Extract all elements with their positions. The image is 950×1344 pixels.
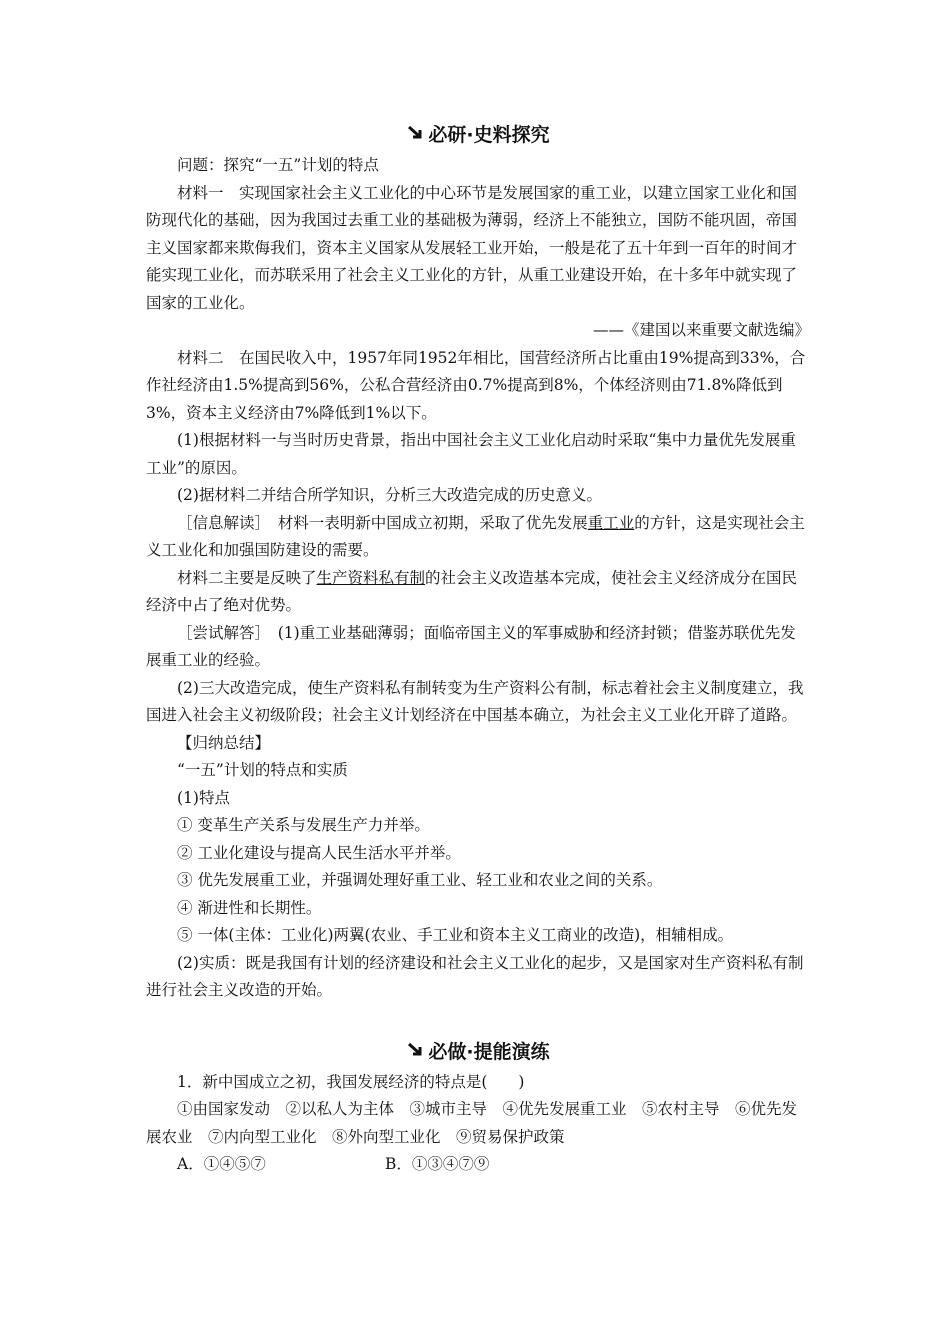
section-title: 必研·史料探究 bbox=[428, 124, 550, 146]
info-text-b: 的方针，这是实现社会主义工业化和加强国防建设的需要。 bbox=[146, 513, 805, 559]
summary-subtitle: “一五”计划的特点和实质 bbox=[177, 761, 348, 779]
answer-one: ［尝试解答］ (1)重工业基础薄弱；面临帝国主义的军事威胁和经济封锁；借鉴苏联优先发展重工业的经验。 bbox=[146, 623, 796, 669]
option-b[interactable]: B．①③④⑦⑨ bbox=[385, 1155, 490, 1173]
section-heading-practice bbox=[146, 1035, 810, 1069]
option-a[interactable]: A．①④⑤⑦ bbox=[177, 1155, 266, 1173]
answer-two: (2)三大改造完成，使生产资料私有制转变为生产资料公有制，标志着社会主义制度建立，我国进入社会主义初级阶段；社会主义计划经济在中国基本确立，为社会主义工业化开辟了道路。 bbox=[146, 678, 804, 724]
info-interpretation bbox=[146, 510, 810, 565]
exercise-question-1: 1．新中国成立之初，我国发展经济的特点是( ) bbox=[177, 1072, 525, 1091]
sub-question-1: (1)根据材料一与当时历史背景，指出中国社会主义工业化启动时采取“集中力量优先发展重工业”的原因。 bbox=[146, 431, 796, 477]
material-one: 材料一 实现国家社会主义工业化的中心环节是发展国家的重工业，以建立国家工业化和国防现代化的基础，因为我国过去重工业的基础极为薄弱，经济上不能独立，国防不能巩固，帝国主义国家都来欺侮我们，资本主义国家从发展轻工业开始，一般是花了五十年到一百年的时间才能实现工业化，而苏联采用了社会主义工业化的方针，从重工业建设开始，在十多年中就实现了国家的工业化。 bbox=[146, 183, 798, 312]
feature-item: ① 变革生产关系与发展生产力并举。 bbox=[177, 816, 430, 834]
section-title: 必做·提能演练 bbox=[428, 1040, 550, 1063]
analysis-text-a: 材料二主要是反映了 bbox=[177, 568, 317, 587]
exercise-options bbox=[146, 1151, 810, 1179]
material-two-analysis bbox=[146, 565, 810, 620]
feature-item: ② 工业化建设与提高人民生活水平并举。 bbox=[177, 843, 461, 862]
arrow-down-right-icon bbox=[406, 1035, 424, 1069]
material-source: ——《建国以来重要文献选编》 bbox=[592, 321, 810, 339]
sub-question-2: (2)据材料二并结合所学知识，分析三大改造完成的历史意义。 bbox=[177, 486, 602, 504]
feature-item: ③ 优先发展重工业，并强调处理好重工业、轻工业和农业之间的关系。 bbox=[177, 871, 663, 889]
features-label: (1)特点 bbox=[177, 788, 230, 807]
feature-item: ⑤ 一体(主体：工业化)两翼(农业、手工业和资本主义工商业的改造)，相辅相成。 bbox=[177, 926, 734, 944]
analysis-underline: 生产资料私有制 bbox=[316, 568, 426, 587]
analysis-text-b: 的社会主义改造基本完成，使社会主义经济成分在国民经济中占了绝对优势。 bbox=[146, 568, 798, 614]
material-two: 材料二 在国民收入中，1957年同1952年相比，国营经济所占比重由19%提高到33%，合作社经济由1.5%提高到56%，公私合营经济由0.7%提高到8%，个体经济则由71.8%降低到3%，资本主义经济由7%降低到1%以下。 bbox=[146, 348, 806, 422]
essence-text: (2)实质：既是我国有计划的经济建设和社会主义工业化的起步，又是国家对生产资料私有制进行社会主义改造的开始。 bbox=[146, 953, 804, 999]
arrow-down-right-icon bbox=[406, 118, 424, 152]
feature-item: ④ 渐进性和长期性。 bbox=[177, 898, 322, 917]
document-content bbox=[146, 118, 810, 1179]
info-underline: 重工业 bbox=[587, 513, 635, 532]
info-text-a: ［信息解读］ 材料一表明新中国成立初期，采取了优先发展 bbox=[177, 513, 588, 532]
exercise-items: ①由国家发动 ②以私人为主体 ③城市主导 ④优先发展重工业 ⑤农村主导 ⑥优先发展农业 ⑦内向型工业化 ⑧外向型工业化 ⑨贸易保护政策 bbox=[146, 1100, 798, 1146]
question-text: 问题：探究“一五”计划的特点 bbox=[177, 156, 379, 174]
section-heading-research bbox=[146, 118, 810, 152]
summary-title: 【归纳总结】 bbox=[177, 733, 271, 752]
